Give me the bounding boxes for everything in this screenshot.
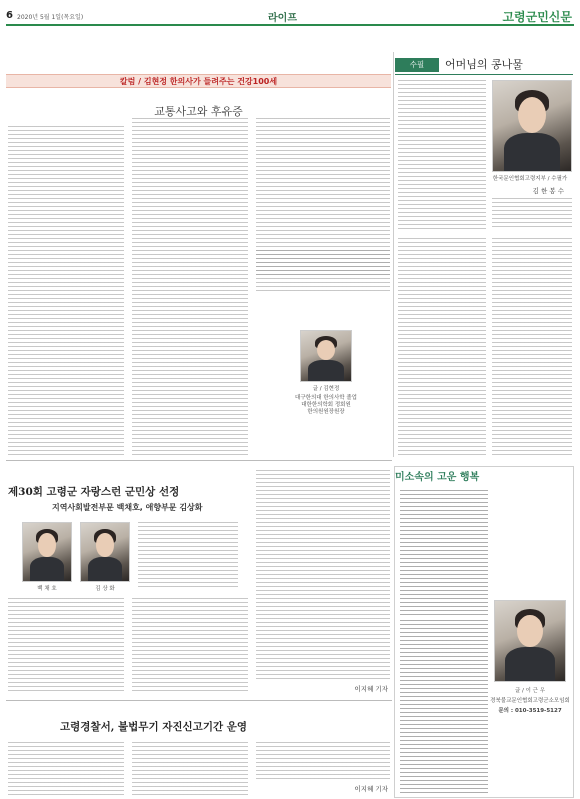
essay-rule xyxy=(395,74,573,75)
page-number: 6 xyxy=(6,10,13,21)
poem-text-2 xyxy=(400,620,488,794)
police-reporter: 이지혜 기자 xyxy=(354,785,388,793)
column-divider xyxy=(393,52,394,457)
award-text-2 xyxy=(8,598,124,694)
essay-author-desc: 한국문인협회고령지부 / 수필가 xyxy=(492,176,568,182)
award-text-3 xyxy=(132,598,248,694)
poem-author-photo xyxy=(494,600,566,682)
award-person2-photo xyxy=(80,522,130,582)
essay-text-2 xyxy=(492,198,572,230)
column-headline: 교통사고와 후유증 xyxy=(154,105,243,118)
section-rule-2 xyxy=(6,700,392,701)
award-text-1 xyxy=(138,522,238,590)
police-text-2 xyxy=(132,742,248,796)
essay-text-4 xyxy=(492,238,572,456)
essay-text-1 xyxy=(398,80,486,230)
column-author-name: 글 / 김현정 xyxy=(312,386,340,392)
police-headline: 고령경찰서, 불법무기 자진신고기간 운영 xyxy=(60,721,248,733)
award-person2-caption: 김 상 화 xyxy=(95,586,115,592)
poem-text-1 xyxy=(400,490,488,615)
essay-text-3 xyxy=(398,238,486,456)
section-rule-1 xyxy=(6,460,392,461)
column-author-photo xyxy=(300,330,352,382)
column-body-text-1 xyxy=(8,126,124,456)
award-person1-caption: 백 채 호 xyxy=(37,586,57,592)
issue-date: 2020년 5월 1일(목요일) xyxy=(17,14,84,21)
poem-author-name: 글 / 이 근 우 xyxy=(514,688,546,694)
police-text-3 xyxy=(256,742,390,782)
column-banner: 칼럼 / 김현정 한의사가 들려주는 건강100세 xyxy=(6,74,391,88)
award-text-4 xyxy=(256,470,390,680)
police-text-1 xyxy=(8,742,124,796)
essay-author-name: 김 한 봉 수 xyxy=(532,187,564,195)
award-person1-photo xyxy=(22,522,72,582)
masthead: 고령군민신문 xyxy=(502,10,572,24)
award-reporter: 이지혜 기자 xyxy=(354,685,388,693)
column-author-desc: 대구한의대 한의사학 졸업 대한한의학회 정회원 한의원원장원장 xyxy=(295,395,357,415)
poem-title: 미소속의 고운 행복 xyxy=(395,472,480,483)
poem-author-desc: 경북불교문인협회고령군소모임회 xyxy=(490,698,570,704)
poem-author-phone: 문의 : 010-3519-5127 xyxy=(498,708,562,714)
column-body-text-2 xyxy=(132,118,248,456)
award-headline: 제30회 고령군 자랑스런 군민상 선정 xyxy=(8,486,180,498)
essay-author-photo xyxy=(492,80,572,172)
award-subheadline: 지역사회발전부문 백채호, 애향부문 김상화 xyxy=(52,503,203,512)
essay-title: 어머님의 콩나물 xyxy=(445,58,523,71)
section-title: 라이프 xyxy=(268,13,297,24)
header-rule xyxy=(6,24,574,26)
column-body-text-3b xyxy=(256,250,390,292)
essay-tab: 수필 xyxy=(395,58,439,72)
